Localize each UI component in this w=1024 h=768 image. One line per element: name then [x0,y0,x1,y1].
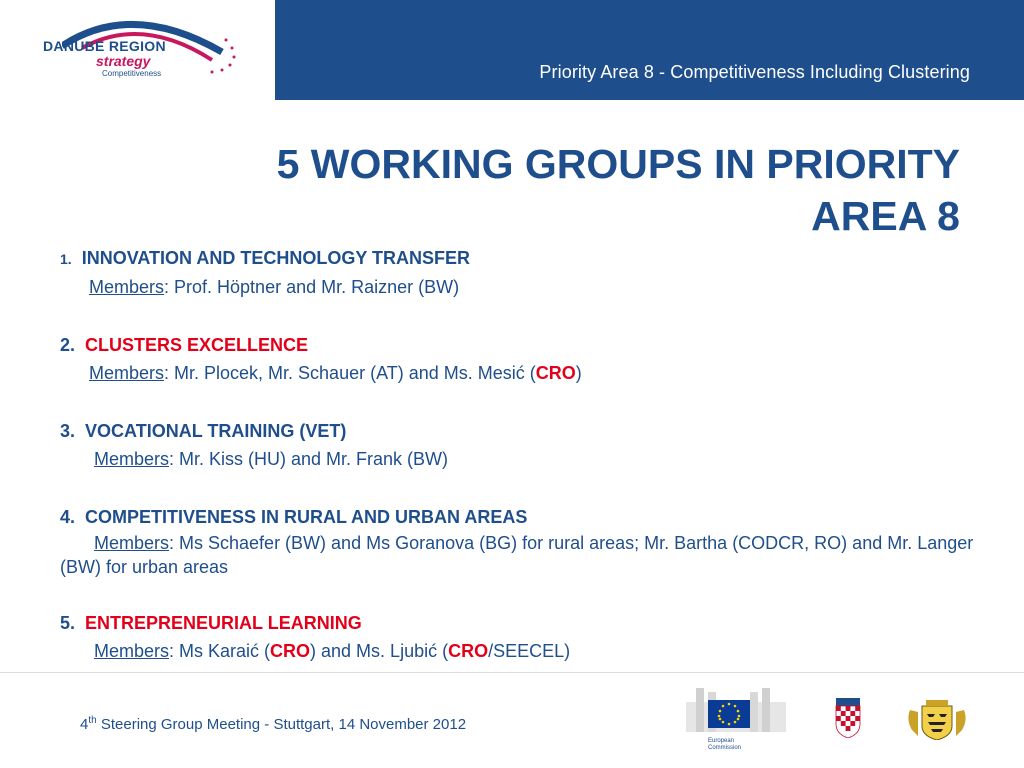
item-heading: VOCATIONAL TRAINING (VET) [85,421,347,441]
danube-region-logo-icon [0,0,274,100]
members-label: Members [94,641,170,661]
members-highlight: CRO [535,363,576,383]
members-text: : Ms Schaefer (BW) and Ms Goranova (BG) for rural areas; Mr. Bartha (CODCR, RO) and Mr. Langer (BW) for urban areas [60,533,974,577]
list-item [60,503,980,579]
european-commission-logo-icon [686,688,786,754]
logo-tagline: Competitiveness [102,69,162,78]
item-number: 2. [60,335,76,355]
item-heading: INNOVATION AND TECHNOLOGY TRANSFER [81,248,471,268]
svg-text:Commission: Commission [708,745,742,751]
members-highlight: CRO [270,641,311,661]
slide-title-line2: AREA 8 [811,193,960,239]
header-banner [275,0,1024,100]
members-text: : Prof. Höptner and Mr. Raizner (BW) [164,277,460,297]
footer-divider [0,672,1024,673]
members-mid: ) and Ms. Ljubić ( [310,641,449,661]
svg-text:European: European [708,738,735,744]
item-number: 1. [60,251,72,267]
item-number: 5. [60,613,76,633]
item-heading: ENTREPRENEURIAL LEARNING [85,613,362,633]
logo-title: DANUBE REGION [43,38,166,54]
footer-text: 4th Steering Group Meeting - Stuttgart, 14 November 2012 [80,715,467,733]
members-text: : Mr. Plocek, Mr. Schauer (AT) and Ms. Mesić ( [164,363,536,383]
item-heading: CLUSTERS EXCELLENCE [85,335,309,355]
list-item [60,417,980,473]
slide-title [260,138,960,242]
item-heading: COMPETITIVENESS IN RURAL AND URBAN AREAS [85,507,528,527]
logo-subtitle: strategy [96,53,151,69]
members-text: : Ms Karaić ( [169,641,271,661]
banner-title: Priority Area 8 - Competitiveness Including Clustering [539,62,970,82]
members-label: Members [89,277,165,297]
members-highlight: CRO [448,641,489,661]
list-item [60,331,980,387]
members-text: : Mr. Kiss (HU) and Mr. Frank (BW) [169,449,449,469]
item-number: 4. [60,507,76,527]
baden-wuerttemberg-coat-of-arms-icon [904,700,970,740]
list-item [60,609,980,665]
members-tail: /SEECEL) [488,641,571,661]
item-number: 3. [60,421,76,441]
members-label: Members [94,533,170,553]
members-label: Members [89,363,165,383]
list-item [60,244,980,301]
working-groups-list [60,244,980,695]
croatia-coat-of-arms-icon [834,698,862,738]
members-tail: ) [575,363,582,383]
members-label: Members [94,449,170,469]
slide-title-line1: 5 WORKING GROUPS IN PRIORITY [276,141,960,187]
slide-header [0,0,1024,100]
